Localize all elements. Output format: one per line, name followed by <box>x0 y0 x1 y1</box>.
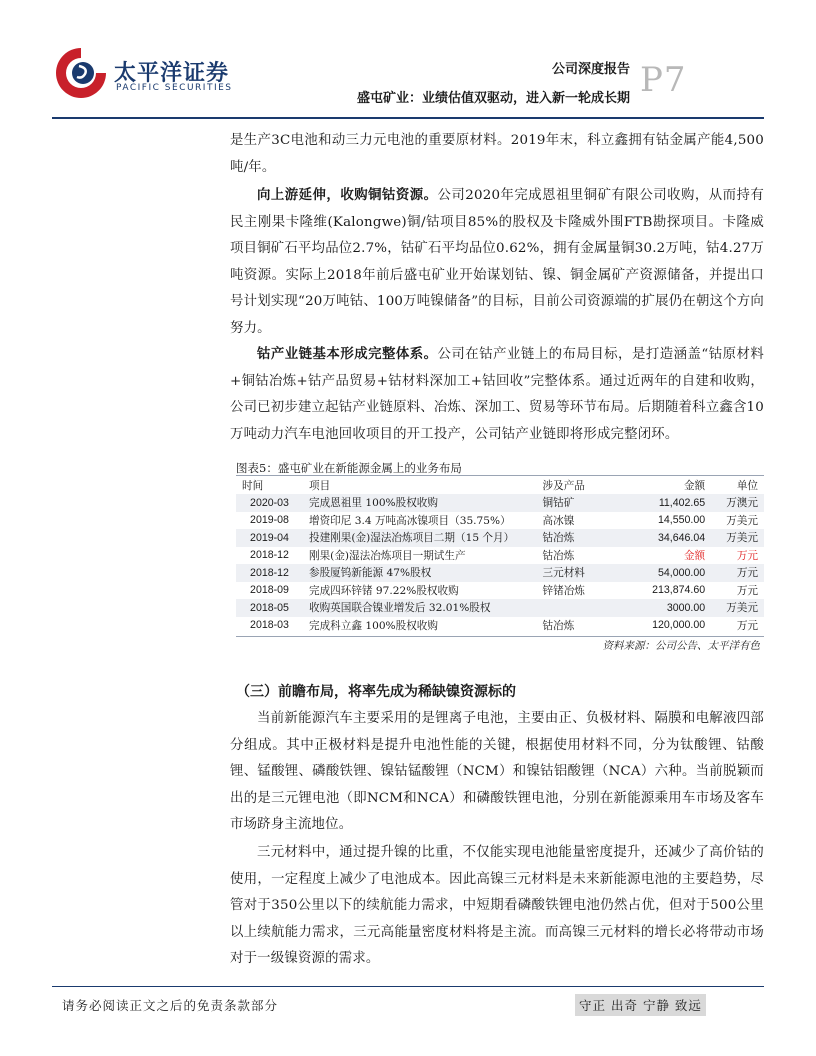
table-row <box>236 582 764 600</box>
table-row <box>236 564 764 582</box>
cell-amount: 120,000.00 <box>652 619 706 632</box>
cell-unit: 万元 <box>711 564 764 582</box>
cell-project: 完成四环锌锗 97.22%股权收购 <box>309 584 459 597</box>
header-divider <box>52 117 764 119</box>
cell-unit: 万美元 <box>711 599 764 617</box>
cell-product: 锌锗冶炼 <box>542 584 585 597</box>
cell-time: 2018-09 <box>250 584 289 597</box>
figure-source: 资料来源：公司公告、太平洋有色 <box>602 640 760 652</box>
cell-time: 2018-05 <box>236 599 303 617</box>
cell-amount: 34,646.04 <box>620 529 711 547</box>
cell-project: 刚果(金)湿法冶炼项目一期试生产 <box>309 549 466 562</box>
cell-project: 增资印尼 3.4 万吨高冰镍项目（35.75%） <box>309 514 511 527</box>
logo-text-cn: 太平洋证券 <box>114 61 230 86</box>
cell-unit: 万元 <box>736 619 758 632</box>
footer-motto: 守正 出奇 宁静 致远 <box>575 994 706 1016</box>
paragraph-1: 是生产3C电池和动三力元电池的重要原材料。2019年末，科立鑫拥有钴金属产能4,500吨/年。 <box>230 133 764 175</box>
cell-time: 2019-04 <box>236 529 303 547</box>
column-header-project: 项目 <box>303 477 537 494</box>
pacific-securities-logo-icon <box>52 44 110 102</box>
cell-project: 完成恩祖里 100%股权收购 <box>303 494 537 512</box>
cell-product: 钴冶炼 <box>542 549 575 562</box>
figure-top-rule <box>236 475 764 476</box>
cell-amount: 54,000.00 <box>620 564 711 582</box>
figure-caption: 图表5：盛屯矿业在新能源金属上的业务布局 <box>236 461 462 475</box>
table-row <box>236 494 764 512</box>
footer-disclaimer: 请务必阅读正文之后的免责条款部分 <box>62 998 279 1013</box>
cell-unit: 万澳元 <box>711 494 764 512</box>
cell-product <box>537 599 620 617</box>
column-header-unit: 单位 <box>711 477 764 494</box>
page-number: P7 <box>640 60 687 100</box>
paragraph-3-text: 公司在钴产业链上的布局目标，是打造涵盖“钴原材料+铜钴冶炼+钴产品贸易+钴材料深加工+钴回收”完整体系。通过近两年的自建和收购，公司已初步建立起钴产业链原料、冶炼、深加工、贸易等环节布局。后期随着科立鑫含10万吨动力汽车电池回收项目的开工投产，公司钴产业链即将形成完整闭环。 <box>230 347 764 442</box>
paragraph-2-lead: 向上游延伸，收购铜钴资源。 <box>257 187 438 203</box>
table-row <box>236 547 764 565</box>
logo-text-en: PACIFIC SECURITIES <box>116 83 233 93</box>
cell-product: 高冰镍 <box>542 514 575 527</box>
cell-time: 2018-03 <box>250 619 289 632</box>
column-header-time: 时间 <box>236 477 303 494</box>
cell-unit: 万美元 <box>726 514 758 527</box>
cell-amount: 3000.00 <box>620 599 711 617</box>
table-row <box>236 512 764 530</box>
cell-product: 铜钴矿 <box>537 494 620 512</box>
cell-unit: 万美元 <box>711 529 764 547</box>
cell-time: 2018-12 <box>250 549 289 562</box>
cell-amount: 14,550.00 <box>658 514 706 527</box>
cell-time: 2020-03 <box>236 494 303 512</box>
paragraph-5: 三元材料中，通过提升镍的比重，不仅能实现电池能量密度提升，还减少了高价钴的使用，一定程度上减少了电池成本。因此高镍三元材料是未来新能源电池的主要趋势，尽管对于350公里以下的续航能力需求，中短期看磷酸铁锂电池仍然占优，但对于500公里以上续航能力需求，三元高能量密度材料将是主流。而高镍三元材料的增长必将带动市场对于一级镍资源的需求。 <box>230 845 764 966</box>
cell-unit: 万元 <box>736 584 758 597</box>
paragraph-2-text: 公司2020年完成恩祖里铜矿有限公司收购，从而持有民主刚果卡隆维(Kalongwe)铜/钴项目85%的股权及卡隆威外围FTB勘探项目。卡隆威项目铜矿石平均品位2.7%，钴矿石平均品位0.62%，拥有金属量铜30.2万吨，钴4.27万吨资源。实际上2018年前后盛屯矿业开始谋划钴、镍、铜金属矿产资源储备，并提出口号计划实现“20万吨钴、100万吨镍储备”的目标，目前公司资源端的扩展仍在朝这个方向努力。 <box>230 188 764 336</box>
table-row <box>236 599 764 617</box>
cell-product: 三元材料 <box>537 564 620 582</box>
table-row <box>236 617 764 635</box>
cell-project: 参股厦钨新能源 47%股权 <box>303 564 537 582</box>
paragraph-3-lead: 钴产业链基本形成完整体系。 <box>257 346 438 362</box>
table-row <box>236 529 764 547</box>
cell-product: 钴冶炼 <box>542 619 575 632</box>
business-layout-table <box>236 477 764 634</box>
cell-project: 完成科立鑫 100%股权收购 <box>309 619 438 632</box>
paragraph-4: 当前新能源汽车主要采用的是锂离子电池，主要由正、负极材料、隔膜和电解液四部分组成。其中正极材料是提升电池性能的关键，根据使用材料不同，分为钛酸锂、钴酸锂、锰酸锂、磷酸铁锂、镍钴锰酸锂（NCM）和镍钴铝酸锂（NCA）六种。当前脱颖而出的是三元锂电池（即NCM和NCA）和磷酸铁锂电池，分别在新能源乘用车市场及客车市场跻身主流地位。 <box>230 711 764 832</box>
cell-unit: 万元 <box>736 549 758 562</box>
section-heading: （三）前瞻布局，将率先成为稀缺镍资源标的 <box>236 684 516 700</box>
cell-product: 钴冶炼 <box>537 529 620 547</box>
figure-bottom-rule <box>236 636 764 637</box>
cell-project: 收购英国联合镍业增发后 32.01%股权 <box>303 599 537 617</box>
paragraph-3 <box>230 341 764 448</box>
report-title: 盛屯矿业：业绩估值双驱动，进入新一轮成长期 <box>356 91 630 106</box>
column-header-amount: 金额 <box>620 477 711 494</box>
paragraph-2 <box>230 182 764 342</box>
company-logo <box>52 44 233 104</box>
cell-time: 2019-08 <box>250 514 289 527</box>
report-type-label: 公司深度报告 <box>551 62 630 77</box>
cell-amount: 213,874.60 <box>652 584 706 597</box>
cell-time: 2018-12 <box>236 564 303 582</box>
cell-project: 投建刚果(金)湿法冶炼项目二期（15 个月） <box>303 529 537 547</box>
cell-amount: 金额 <box>683 549 706 562</box>
column-header-product: 涉及产品 <box>537 477 620 494</box>
cell-amount: 11,402.65 <box>620 494 711 512</box>
footer-divider <box>52 986 764 987</box>
table-header-row <box>236 477 764 494</box>
